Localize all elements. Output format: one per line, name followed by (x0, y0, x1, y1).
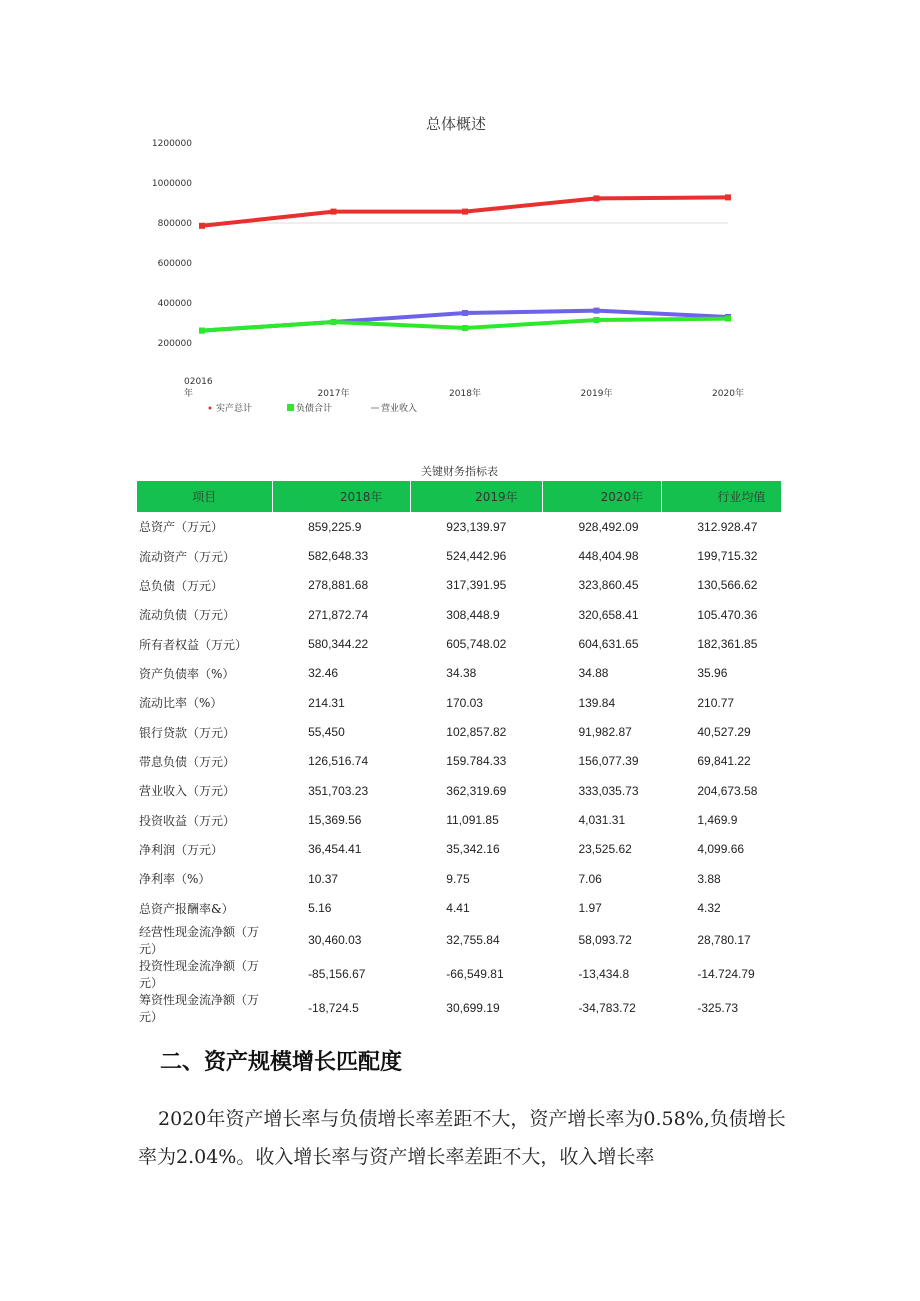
value-cell: -18,724.5 (308, 1000, 359, 1015)
row-label-cell: 所有者权益（万元） (139, 637, 248, 652)
x-tick-label: 2019年 (580, 389, 613, 399)
data-point (331, 209, 337, 215)
row-label-cell: 净利率（%） (139, 872, 211, 887)
value-cell: 35,342.16 (446, 842, 500, 857)
financial-indicators-table (137, 481, 782, 1025)
value-cell: 4,031.31 (578, 813, 626, 828)
value-cell: 923,139.97 (446, 519, 507, 534)
table-row (137, 688, 782, 717)
row-label-cell: 投资收益（万元） (139, 813, 236, 828)
value-cell: 278,881.68 (308, 578, 369, 593)
value-cell: -14.724.79 (697, 966, 755, 981)
value-cell: -85,156.67 (308, 966, 366, 981)
table-row (137, 717, 782, 746)
value-cell: 11,091.85 (446, 813, 499, 828)
table-row (137, 571, 782, 600)
value-cell: 91,982.87 (578, 725, 632, 740)
value-cell: 1,469.9 (697, 813, 738, 828)
value-cell: 605,748.02 (446, 637, 507, 652)
row-label-cell: 投资性现金流净额（万元） (139, 958, 260, 990)
value-cell: -13,434.8 (578, 966, 630, 981)
data-point (594, 195, 600, 201)
data-point (199, 223, 205, 229)
value-cell: 604,631.65 (578, 637, 639, 652)
value-cell: 159.784.33 (446, 754, 507, 769)
value-cell: 312.928.47 (697, 519, 758, 534)
y-tick-label: 800000 (157, 219, 192, 229)
value-cell: 199,715.32 (697, 549, 758, 564)
value-cell: 170.03 (446, 695, 483, 710)
x-tick-label: 02016 (184, 377, 213, 387)
legend-label: 实产总计 (216, 404, 253, 414)
value-cell: 156,077.39 (578, 754, 639, 769)
value-cell: 32,755.84 (446, 932, 500, 947)
table-header-cell (137, 481, 272, 512)
value-cell: 859,225.9 (308, 519, 362, 534)
row-label-cell: 筹资性现金流净额（万元） (139, 992, 260, 1024)
y-tick-label: 600000 (157, 259, 192, 269)
value-cell: 34.88 (578, 666, 609, 681)
value-cell: 28,780.17 (697, 932, 751, 947)
value-cell: 351,703.23 (308, 783, 369, 798)
value-cell: 271,872.74 (308, 607, 369, 622)
row-label-cell: 资产负债率（%） (139, 666, 235, 681)
row-label-cell: 营业收入（万元） (139, 784, 236, 799)
data-point (594, 317, 600, 323)
value-cell: 36,454.41 (308, 842, 362, 857)
x-tick-label: 2020年 (712, 389, 744, 399)
value-cell: 582,648.33 (308, 549, 369, 564)
value-cell: 210.77 (697, 695, 735, 710)
table-row (137, 629, 782, 658)
value-cell: 105.470.36 (697, 607, 758, 622)
y-tick-label: 1200000 (151, 139, 192, 149)
section-paragraph: 2020年资产增长率与负债增长率差距不大，资产增长率为0.58%,负债增长率为2.04%。收入增长率与资产增长率差距不大，收入增长率 (138, 1108, 786, 1168)
value-cell: 5.16 (308, 901, 332, 916)
value-cell: 130,566.62 (697, 578, 758, 593)
value-cell: 317,391.95 (446, 578, 507, 593)
row-label-cell: 总负债（万元） (139, 578, 224, 593)
value-cell: 4.32 (697, 901, 721, 916)
data-point (462, 325, 468, 331)
value-cell: 139.84 (578, 695, 616, 710)
table-title: 关键财务指标表 (421, 465, 498, 478)
header-label: 2020年 (600, 490, 644, 504)
value-cell: 182,361.85 (697, 637, 758, 652)
value-cell: 7.06 (578, 871, 602, 886)
value-cell: 204,673.58 (697, 783, 758, 798)
value-cell: 55,450 (308, 725, 345, 740)
data-point (462, 310, 468, 316)
value-cell: 10.37 (308, 871, 339, 886)
table-row (137, 805, 782, 834)
value-cell: 928,492.09 (578, 519, 639, 534)
data-point (725, 194, 731, 200)
y-tick-label: 1000000 (151, 179, 192, 189)
header-label: 2018年 (339, 490, 383, 504)
x-tick-label: 2017年 (317, 389, 350, 399)
data-point (199, 328, 205, 334)
table-row (137, 991, 782, 1025)
table-body (137, 512, 782, 1025)
row-label-cell: 总资产报酬率&） (139, 901, 234, 916)
table-row (137, 923, 782, 957)
value-cell: 30,699.19 (446, 1000, 500, 1015)
row-label-cell: 总资产（万元） (139, 520, 224, 535)
row-label-cell: 流动资产（万元） (139, 549, 236, 564)
value-cell: 214.31 (308, 695, 345, 710)
data-point (725, 316, 731, 322)
x-tick-label: 2018年 (449, 389, 481, 399)
value-cell: 34.38 (446, 666, 477, 681)
x-tick-label-suffix: 年 (184, 389, 194, 399)
row-label-cell: 带息负债（万元） (139, 754, 236, 769)
value-cell: 1.97 (578, 901, 602, 916)
value-cell: 32.46 (308, 666, 339, 681)
legend-marker-2 (287, 404, 294, 411)
overview-line-chart (150, 105, 770, 425)
value-cell: 9.75 (446, 871, 470, 886)
y-tick-label: 400000 (157, 299, 192, 309)
value-cell: 15,369.56 (308, 813, 362, 828)
table-header-cell (542, 481, 661, 512)
data-point (594, 308, 600, 314)
chart-title: 总体概述 (425, 115, 487, 133)
value-cell: 448,404.98 (578, 549, 639, 564)
value-cell: 524,442.96 (446, 549, 507, 564)
table-row (137, 747, 782, 776)
row-label-cell: 流动比率（%） (139, 696, 223, 711)
table-row (137, 864, 782, 893)
value-cell: -34,783.72 (578, 1000, 636, 1015)
header-label: 行业均值 (717, 490, 766, 504)
table-row (137, 659, 782, 688)
chart-canvas (150, 105, 770, 425)
table-row (137, 776, 782, 805)
value-cell: 580,344.22 (308, 637, 369, 652)
value-cell: 362,319.69 (446, 783, 507, 798)
value-cell: 4,099.66 (697, 842, 745, 857)
legend-label: 负债合计 (296, 404, 333, 414)
table-row (137, 957, 782, 991)
header-label: 2019年 (475, 490, 518, 504)
row-label-cell: 净利润（万元） (139, 842, 224, 857)
value-cell: 58,093.72 (578, 932, 632, 947)
value-cell: 3.88 (697, 871, 721, 886)
value-cell: 320,658.41 (578, 607, 639, 622)
value-cell: 35.96 (697, 666, 728, 681)
value-cell: 23,525.62 (578, 842, 632, 857)
row-label-cell: 银行贷款（万元） (139, 725, 236, 740)
value-cell: -66,549.81 (446, 966, 504, 981)
table-header-row (137, 481, 782, 512)
value-cell: 30,460.03 (308, 932, 362, 947)
y-tick-label: 200000 (157, 339, 192, 349)
value-cell: 69,841.22 (697, 754, 751, 769)
legend-label: 营业收入 (381, 404, 418, 414)
section-heading: 二、资产规模增长匹配度 (160, 1050, 403, 1075)
table-row (137, 512, 782, 541)
table-row (137, 893, 782, 922)
value-cell: 102,857.82 (446, 725, 507, 740)
table-header-cell (661, 481, 781, 512)
value-cell: 4.41 (446, 901, 470, 916)
table-header-cell (410, 481, 542, 512)
legend-marker-1 (209, 407, 212, 410)
table-row (137, 541, 782, 570)
value-cell: 323,860.45 (578, 578, 639, 593)
table-row (137, 600, 782, 629)
value-cell: 126,516.74 (308, 754, 369, 769)
row-label-cell: 流动负债（万元） (139, 608, 236, 623)
value-cell: -325.73 (697, 1000, 739, 1015)
data-point (462, 209, 468, 215)
table-header-cell (272, 481, 410, 512)
value-cell: 308,448.9 (446, 607, 500, 622)
row-label-cell: 经营性现金流净额（万元） (139, 924, 260, 956)
data-point (331, 319, 337, 325)
header-label: 项目 (192, 490, 217, 504)
table-row (137, 835, 782, 864)
value-cell: 333,035.73 (578, 783, 639, 798)
value-cell: 40,527.29 (697, 725, 751, 740)
